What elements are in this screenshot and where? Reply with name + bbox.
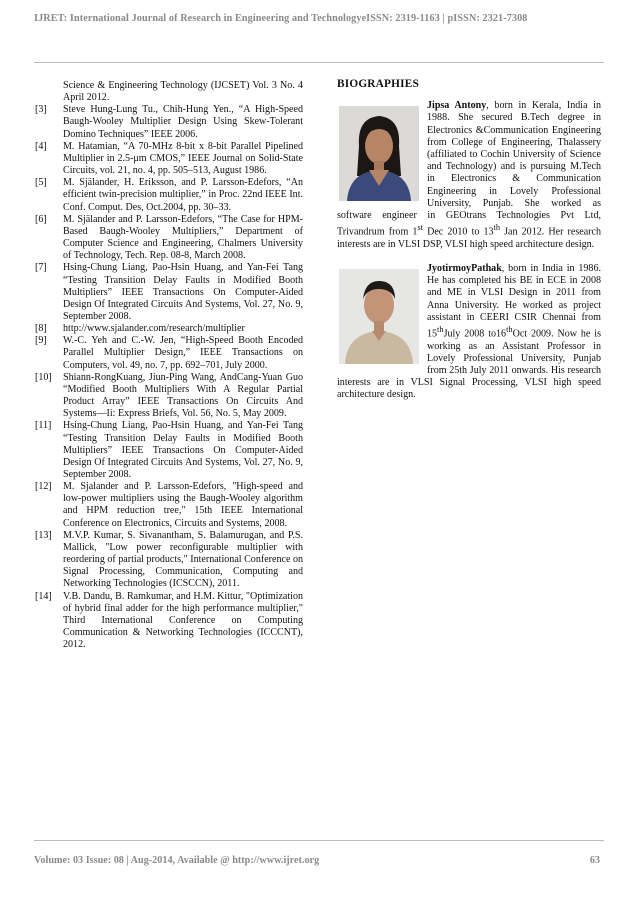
reference-text: Steve Hung-Lung Tu., Chih-Hung Yen., “A High-Speed Baugh-Wooley Multiplier Design Using Skew-Tolerant Domino Techniques” IEEE 2006.	[63, 104, 303, 140]
reference-number: [9]	[35, 335, 47, 347]
header-rule	[34, 62, 604, 63]
reference-item	[35, 530, 303, 591]
reference-item	[35, 372, 303, 421]
reference-text: M. Själander, H. Eriksson, and P. Larsson-Edefors, “An efficient twin-precision multiplier,” in Proc. 22nd IEEE Int. Conf. Comput. Des, Oct.2004, pp. 30–33.	[63, 177, 303, 213]
reference-number: [4]	[35, 140, 47, 152]
page-number: 63	[589, 855, 600, 866]
author-photo-jyotirmoy	[339, 269, 419, 364]
references-list	[35, 80, 303, 651]
reference-item	[35, 262, 303, 323]
reference-link[interactable]: http://www.sjalander.com/research/multiplier	[63, 323, 245, 335]
biography-jyotirmoy-pathak	[337, 263, 601, 402]
footer-rule	[34, 840, 604, 841]
author-name-jipsa: Jipsa Antony	[427, 100, 487, 112]
reference-number: [5]	[35, 177, 47, 189]
biographies-heading: BIOGRAPHIES	[337, 78, 419, 90]
author-name-jyotirmoy: JyotirmoyPathak	[427, 262, 502, 274]
reference-text: M. Själander and P. Larsson-Edefors, “The Case for HPM-Based Baugh-Wooley Multipliers,” Department of Computer Science and Engineering, Chalmers University of Technology, Tech. Rep. 08-8, March 2008.	[63, 213, 303, 262]
reference-item	[35, 335, 303, 371]
biographies-section	[337, 78, 601, 414]
reference-number: [10]	[35, 371, 52, 383]
reference-text: Shiann-RongKuang, Jiun-Ping Wang, AndCang-Yuan Guo “Modified Booth Multipliers With A Regular Partial Product Array” IEEE Transactions On Circuits And Systems—Ii: Express Briefs, Vol. 56, No. 5, May 2009.	[63, 371, 303, 420]
reference-number: [13]	[35, 529, 52, 541]
reference-number: [3]	[35, 104, 47, 116]
reference-number: [7]	[35, 262, 47, 274]
biography-jipsa-antony	[337, 100, 601, 251]
reference-item	[35, 104, 303, 140]
footer-volume-info: Volume: 03 Issue: 08 | Aug-2014, Available @ http://www.ijret.org	[34, 855, 320, 866]
journal-header: IJRET: International Journal of Research in Engineering and TechnologyeISSN: 2319-1163 | pISSN: 2321-7308	[34, 13, 528, 24]
reference-text: W.-C. Yeh and C.-W. Jen, “High-Speed Booth Encoded Parallel Multiplier Design,” IEEE Transactions on Computers, vol. 49, no. 7, pp. 692–701, July 2000.	[63, 335, 303, 371]
reference-text: M.V.P. Kumar, S. Sivanantham, S. Balamurugan, and P.S. Mallick, "Low power reconfigurable multiplier with reordering of partial products," International Conference on Signal Processing, Communication, Computing and Networking Technologies (ICSCCN), 2011.	[63, 529, 303, 590]
reference-item	[35, 214, 303, 263]
reference-text: M. Sjalander and P. Larsson-Edefors, "High-speed and low-power multipliers using the Baugh-Wooley algorithm and HPM reduction tree," 15th IEEE International Conference on Electronics, Circuits and Systems, 2008.	[63, 481, 303, 529]
reference-continued: Science & Engineering Technology (IJCSET) Vol. 3 No. 4 April 2012.	[63, 80, 303, 104]
reference-number: [14]	[35, 590, 52, 602]
reference-item	[35, 481, 303, 530]
journal-footer	[34, 855, 600, 866]
reference-number: [8]	[35, 323, 47, 335]
biography-text-jyotirmoy: JyotirmoyPathak, born in India in 1986. He has completed his BE in ECE in 2008 and ME in VLSI Design in 2011 from Anna University. He worked as project assistant in CEERI CSIR Chennai from 15thJuly 2008 to16thOct 2009. Now he is working as an Assistant Professor in Lovely Professional University, Punjab from 25th July 2011 onwards. His research interests are in VLSI Signal Processing, VLSI high speed architecture design.	[337, 262, 601, 401]
reference-item	[35, 177, 303, 213]
reference-number: [11]	[35, 420, 52, 432]
reference-item	[35, 141, 303, 177]
reference-text: Hsing-Chung Liang, Pao-Hsin Huang, and Yan-Fei Tang “Testing Transition Delay Faults in Modified Booth Multipliers” IEEE Transactions On Computer-Aided Design Of Integrated Circuits And Systems, Vol. 27, No. 9, September 2008.	[63, 262, 303, 322]
reference-item	[35, 420, 303, 481]
reference-text: Hsing-Chung Liang, Pao-Hsin Huang, and Yan-Fei Tang “Testing Transition Delay Faults in Modified Booth Multipliers” IEEE Transactions On Computer-Aided Design Of Integrated Circuits And Systems, Vol. 27, No. 9, September 2008.	[63, 420, 303, 480]
author-photo-jipsa	[339, 106, 419, 201]
reference-text: V.B. Dandu, B. Ramkumar, and H.M. Kittur, "Optimization of hybrid final adder for the high performance multiplier," Third International Conference on Computing Communication & Networking Technologies (ICCCNT), 2012.	[63, 590, 303, 651]
reference-number: [12]	[35, 481, 52, 493]
reference-text: M. Hatamian, “A 70-MHz 8-bit x 8-bit Parallel Pipelined Multiplier in 2.5-μm CMOS,” IEEE Journal on Solid-State Circuits, vol. 21, no. 4, pp. 505–513, August 1986.	[63, 140, 303, 177]
biography-text-jipsa: Jipsa Antony, born in Kerala, India in 1988. She secured B.Tech degree in Electronics &Communication Engineering from College of Engineering, Thalassery (affiliated to Cochin University of Science and Technology) and is pursuing M.Tech in Electronics & Communication Engineering in Lovely Professional University, Punjab. She worked as software engineer in GEOtrans Technologies Pvt Ltd, Trivandrum from 1st Dec 2010 to 13th Jan 2012. Her research interests are in VLSI DSP, VLSI high speed architecture design.	[337, 100, 601, 250]
reference-item	[35, 591, 303, 652]
reference-item	[35, 323, 303, 335]
reference-number: [6]	[35, 213, 47, 225]
